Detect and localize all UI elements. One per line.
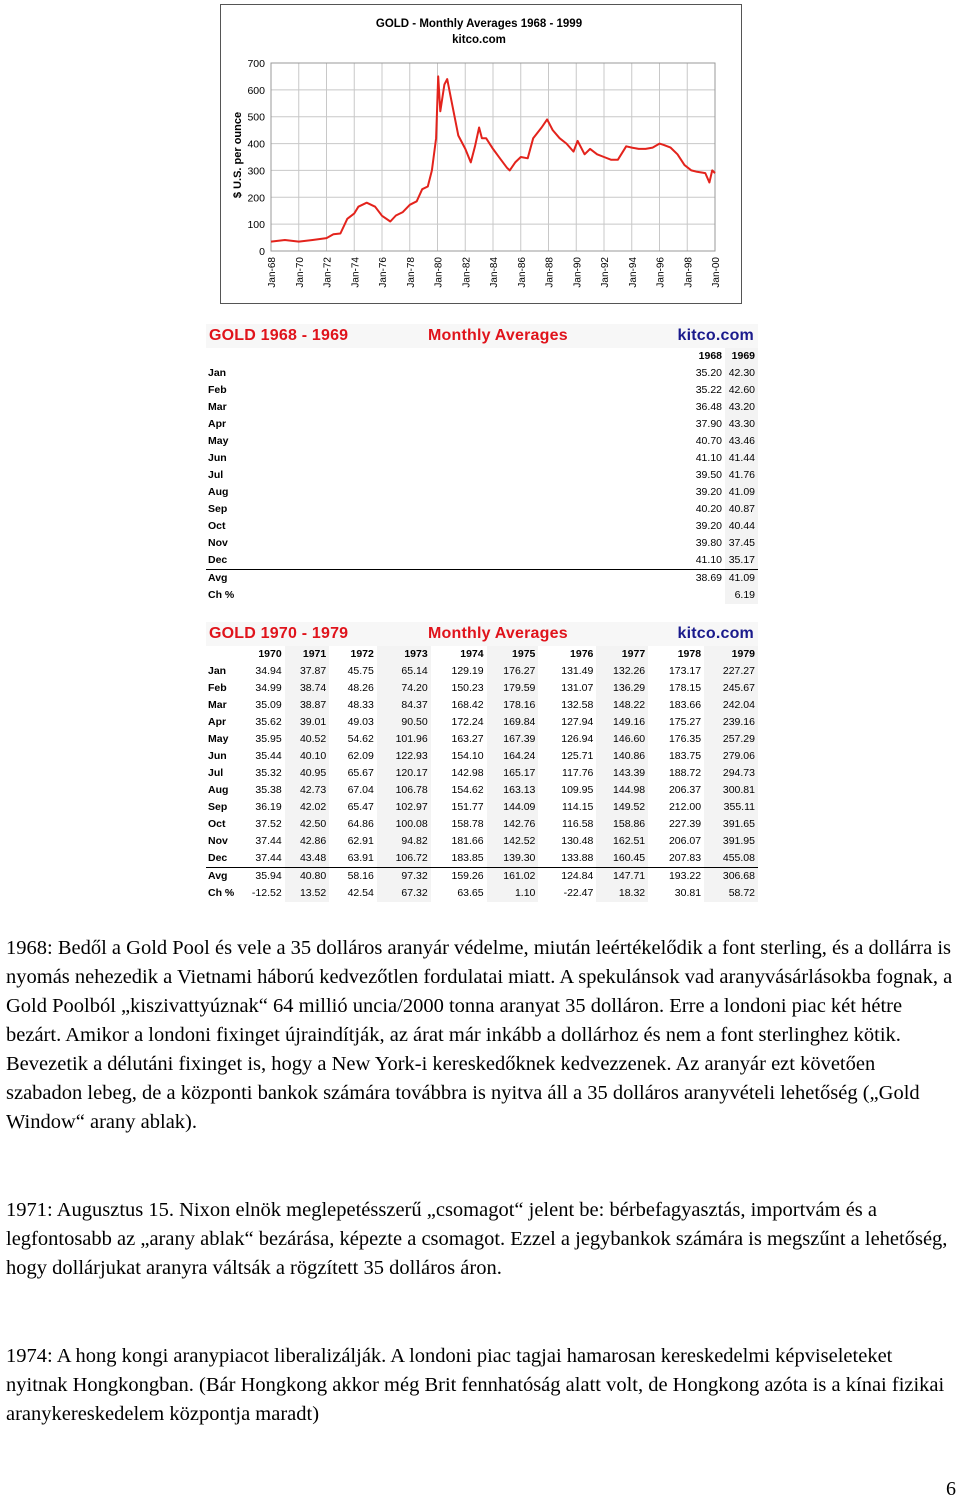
table-row [206, 663, 758, 680]
row-label-cell [206, 646, 249, 663]
table-row [206, 850, 758, 868]
data-table [206, 646, 758, 902]
value-cell: 48.33 [347, 699, 374, 711]
value-cell: 154.10 [451, 750, 484, 762]
value-cell: 176.27 [487, 663, 539, 680]
table-row [206, 680, 758, 697]
y-tick-label: 500 [247, 111, 265, 124]
value-cell: 163.27 [451, 733, 484, 745]
value-cell: -22.47 [563, 887, 594, 899]
table-row [206, 765, 758, 782]
value-cell: 143.39 [596, 765, 648, 782]
value-cell: 183.85 [451, 852, 484, 864]
value-cell: 40.80 [285, 868, 330, 886]
x-tick-label: Jan-76 [378, 257, 389, 288]
data-table [206, 348, 758, 604]
value-cell: 42.50 [285, 816, 330, 833]
value-cell: 206.37 [668, 784, 702, 796]
value-cell: 142.98 [451, 767, 484, 779]
table-row [206, 833, 758, 850]
row-label-cell: Avg [206, 570, 692, 588]
year-header-cell: 1968 [698, 350, 722, 362]
value-cell: 40.52 [285, 731, 330, 748]
gold-price-chart [220, 4, 742, 304]
table-subtitle: Monthly Averages [428, 625, 568, 642]
value-cell: 58.16 [329, 868, 377, 886]
value-cell: 164.24 [487, 748, 539, 765]
table-row [206, 816, 758, 833]
value-cell: 34.99 [255, 682, 282, 694]
value-cell: 49.03 [347, 716, 374, 728]
page-number: 6 [946, 1478, 956, 1500]
value-cell: 242.04 [704, 697, 758, 714]
table-row [206, 382, 758, 399]
row-label-cell: Dec [208, 852, 228, 864]
value-cell: 245.67 [704, 680, 758, 697]
table-row [206, 365, 758, 382]
value-cell: 37.44 [255, 852, 282, 864]
value-cell: 142.76 [487, 816, 539, 833]
value-cell: 163.13 [487, 782, 539, 799]
table-year-row [206, 646, 758, 663]
row-label-cell: Jan [208, 665, 227, 677]
row-label-cell: Nov [208, 537, 228, 549]
value-cell: 120.17 [377, 765, 431, 782]
value-cell: 106.78 [377, 782, 431, 799]
value-cell: 35.94 [249, 868, 284, 886]
value-cell: 227.39 [668, 818, 702, 830]
row-label-cell: Nov [208, 835, 228, 847]
value-cell: 179.59 [487, 680, 539, 697]
value-cell: 147.71 [596, 868, 648, 886]
chart-canvas [221, 5, 741, 303]
x-tick-label: Jan-70 [294, 257, 306, 288]
x-tick-label: Jan-94 [627, 257, 639, 288]
value-cell: 63.91 [347, 852, 374, 864]
table-header-bar [206, 622, 758, 646]
row-label-cell: Oct [208, 520, 226, 532]
value-cell: 35.22 [695, 384, 722, 396]
row-label-cell: Aug [208, 784, 229, 796]
chart-y-axis-label: $ U.S. per ounce [232, 111, 244, 199]
row-label-cell: Ch % [208, 589, 235, 601]
y-tick-label: 0 [259, 246, 265, 258]
value-cell: 40.20 [695, 503, 722, 515]
value-cell: 43.20 [725, 399, 758, 416]
value-cell: 159.26 [431, 868, 487, 886]
value-cell: 178.16 [487, 697, 539, 714]
value-cell: 38.87 [285, 697, 330, 714]
table-row [206, 799, 758, 816]
table-row [206, 731, 758, 748]
value-cell: 63.65 [457, 887, 484, 899]
row-label-cell: Apr [208, 418, 227, 430]
value-cell: 150.23 [451, 682, 484, 694]
row-label-cell: Apr [208, 716, 227, 728]
table-row [206, 518, 758, 535]
value-cell: 42.02 [285, 799, 330, 816]
value-cell: 300.81 [704, 782, 758, 799]
value-cell: 65.67 [347, 767, 374, 779]
year-header-cell: 1973 [377, 646, 431, 663]
year-header-cell: 1972 [350, 648, 374, 660]
table-source: kitco.com [677, 327, 754, 344]
row-label-cell: Ch % [208, 887, 235, 899]
value-cell: 101.96 [377, 731, 431, 748]
value-cell: 40.87 [725, 501, 758, 518]
value-cell: 39.50 [695, 469, 722, 481]
value-cell: 41.09 [725, 570, 758, 588]
value-cell: 176.35 [668, 733, 702, 745]
value-cell: 165.17 [487, 765, 539, 782]
y-tick-label: 600 [247, 84, 265, 97]
value-cell: 97.32 [377, 868, 431, 886]
value-cell: 38.69 [692, 570, 725, 588]
row-label-cell: Sep [208, 503, 228, 515]
value-cell: 172.24 [451, 716, 484, 728]
x-tick-label: Jan-82 [461, 257, 473, 288]
row-label-cell: Mar [208, 699, 227, 711]
value-cell: 109.95 [561, 784, 594, 796]
table-row [206, 885, 758, 902]
value-cell: 6.19 [725, 587, 758, 604]
value-cell: 35.32 [255, 767, 282, 779]
value-cell: 41.76 [725, 467, 758, 484]
value-cell: 239.16 [704, 714, 758, 731]
x-tick-label: Jan-96 [655, 257, 667, 288]
value-cell: 64.86 [347, 818, 374, 830]
value-cell: 125.71 [561, 750, 594, 762]
value-cell: 188.72 [668, 767, 702, 779]
x-tick-label: Jan-74 [350, 257, 362, 288]
value-cell: 42.86 [285, 833, 330, 850]
table-row [206, 868, 758, 886]
table-subtitle: Monthly Averages [428, 327, 568, 344]
value-cell: 84.37 [377, 697, 431, 714]
value-cell: 167.39 [487, 731, 539, 748]
value-cell: 161.02 [487, 868, 539, 886]
value-cell: 36.48 [695, 401, 722, 413]
value-cell: 175.27 [668, 716, 702, 728]
row-label-cell: Avg [206, 868, 249, 886]
value-cell: 35.09 [255, 699, 282, 711]
year-header-cell: 1979 [704, 646, 758, 663]
value-cell: 131.49 [561, 665, 594, 677]
value-cell: 13.52 [285, 885, 330, 902]
value-cell: 39.80 [695, 537, 722, 549]
row-label-cell: Jun [208, 452, 227, 464]
row-label-cell: May [208, 435, 229, 447]
table-row [206, 570, 758, 588]
table-row [206, 467, 758, 484]
value-cell: -12.52 [251, 887, 282, 899]
table-row [206, 587, 758, 604]
value-cell: 173.17 [668, 665, 702, 677]
value-cell: 257.29 [704, 731, 758, 748]
value-cell: 35.38 [255, 784, 282, 796]
x-tick-label: Jan-68 [267, 257, 278, 288]
value-cell: 158.86 [596, 816, 648, 833]
value-cell: 131.07 [561, 682, 594, 694]
value-cell: 132.26 [596, 663, 648, 680]
y-tick-label: 100 [247, 219, 265, 232]
row-label-cell: Oct [208, 818, 226, 830]
value-cell: 58.72 [704, 885, 758, 902]
value-cell: 42.73 [285, 782, 330, 799]
value-cell: 183.66 [668, 699, 702, 711]
value-cell: 1.10 [487, 885, 539, 902]
year-header-cell: 1971 [285, 646, 330, 663]
x-tick-label: Jan-86 [516, 257, 528, 288]
value-cell: 151.77 [451, 801, 484, 813]
y-tick-label: 700 [247, 58, 265, 70]
value-cell: 193.22 [648, 868, 704, 886]
value-cell: 355.11 [704, 799, 758, 816]
value-cell: 38.74 [285, 680, 330, 697]
row-label-cell: Dec [208, 554, 228, 566]
value-cell: 116.58 [562, 818, 594, 830]
value-cell: 41.10 [695, 554, 722, 566]
paragraph-1971: 1971: Augusztus 15. Nixon elnök meglepetésszerű „csomagot“ jelent be: bérbefagyasztás, importvám és a legfontosabb az „arany ablak“ bezárása, képezte a csomagot. Ezzel a jegybankok számára is megszűnt a lehetőség, hogy dollárjukat aranyra váltsák a rögzített 35 dolláros áron. [6, 1199, 948, 1279]
value-cell: 144.09 [487, 799, 539, 816]
value-cell: 45.75 [347, 665, 374, 677]
x-tick-label: Jan-84 [489, 257, 500, 288]
x-tick-label: Jan-80 [433, 257, 445, 288]
table-row [206, 697, 758, 714]
row-label-cell: Jul [208, 469, 224, 481]
table-row [206, 433, 758, 450]
y-tick-label: 300 [247, 165, 265, 178]
value-cell: 18.32 [596, 885, 648, 902]
value-cell: 144.98 [596, 782, 648, 799]
value-cell: 130.48 [561, 835, 594, 847]
table-row [206, 552, 758, 570]
value-cell: 67.32 [377, 885, 431, 902]
gold-table-1968-1969 [206, 324, 758, 607]
value-cell: 279.06 [704, 748, 758, 765]
value-cell: 140.86 [596, 748, 648, 765]
value-cell: 36.19 [255, 801, 282, 813]
chart-subtitle: kitco.com [452, 34, 506, 46]
value-cell: 41.10 [695, 452, 722, 464]
table-row [206, 450, 758, 467]
value-cell: 40.10 [285, 748, 330, 765]
value-cell: 67.04 [347, 784, 374, 796]
value-cell: 37.45 [725, 535, 758, 552]
value-cell: 37.52 [255, 818, 282, 830]
value-cell: 35.17 [725, 552, 758, 570]
value-cell: 35.62 [255, 716, 282, 728]
x-tick-label: Jan-88 [544, 257, 556, 288]
value-cell: 455.08 [704, 850, 758, 868]
y-tick-label: 200 [247, 192, 265, 205]
row-label-cell: Jul [208, 767, 224, 779]
value-cell: 102.97 [377, 799, 431, 816]
value-cell: 148.22 [596, 697, 648, 714]
value-cell [692, 587, 725, 604]
value-cell: 122.93 [377, 748, 431, 765]
value-cell: 41.09 [725, 484, 758, 501]
value-cell: 391.65 [704, 816, 758, 833]
table-source: kitco.com [677, 625, 754, 642]
value-cell: 169.84 [487, 714, 539, 731]
value-cell: 37.87 [285, 663, 330, 680]
value-cell: 48.26 [347, 682, 374, 694]
x-tick-label: Jan-90 [572, 257, 584, 288]
value-cell: 124.84 [538, 868, 596, 886]
value-cell: 129.19 [451, 665, 484, 677]
row-label-cell: Sep [208, 801, 228, 813]
value-cell: 391.95 [704, 833, 758, 850]
value-cell: 126.94 [561, 733, 594, 745]
y-tick-label: 400 [247, 138, 265, 151]
value-cell: 37.90 [695, 418, 722, 430]
value-cell: 42.60 [725, 382, 758, 399]
value-cell: 178.15 [668, 682, 702, 694]
table-year-row [206, 348, 758, 365]
x-tick-label: Jan-72 [322, 257, 334, 288]
table-row [206, 399, 758, 416]
value-cell: 94.82 [377, 833, 431, 850]
value-cell: 158.78 [451, 818, 484, 830]
value-cell: 207.83 [668, 852, 702, 864]
table-row [206, 748, 758, 765]
value-cell: 133.88 [561, 852, 594, 864]
value-cell: 42.54 [347, 887, 374, 899]
value-cell: 183.75 [668, 750, 702, 762]
value-cell: 65.14 [377, 663, 431, 680]
value-cell: 206.07 [668, 835, 702, 847]
x-tick-label: Jan-92 [600, 257, 611, 288]
gold-table-1970-1979 [206, 622, 758, 904]
value-cell: 41.44 [725, 450, 758, 467]
year-header-cell: 1978 [677, 648, 702, 660]
value-cell: 139.30 [487, 850, 539, 868]
x-tick-label: Jan-78 [405, 257, 417, 288]
value-cell: 127.94 [561, 716, 594, 728]
value-cell: 106.72 [377, 850, 431, 868]
value-cell: 54.62 [347, 733, 374, 745]
value-cell: 42.30 [725, 365, 758, 382]
value-cell: 39.01 [285, 714, 330, 731]
row-label-cell: Feb [208, 682, 227, 694]
value-cell: 74.20 [377, 680, 431, 697]
table-header-bar [206, 324, 758, 348]
row-label-cell [206, 348, 692, 365]
value-cell: 65.47 [347, 801, 374, 813]
value-cell: 30.81 [674, 887, 702, 899]
value-cell: 227.27 [704, 663, 758, 680]
value-cell: 43.30 [725, 416, 758, 433]
year-header-cell: 1977 [596, 646, 648, 663]
value-cell: 294.73 [704, 765, 758, 782]
value-cell: 90.50 [377, 714, 431, 731]
value-cell: 40.95 [285, 765, 330, 782]
value-cell: 154.62 [451, 784, 484, 796]
year-header-cell: 1975 [487, 646, 539, 663]
row-label-cell: May [208, 733, 229, 745]
year-header-cell: 1970 [258, 648, 282, 660]
value-cell: 160.45 [596, 850, 648, 868]
row-label-cell: Feb [208, 384, 227, 396]
value-cell: 35.20 [695, 367, 722, 379]
value-cell: 35.44 [255, 750, 282, 762]
x-tick-label: Jan-98 [683, 257, 695, 288]
value-cell: 40.44 [725, 518, 758, 535]
value-cell: 39.20 [695, 486, 722, 498]
table-row [206, 714, 758, 731]
value-cell: 62.91 [347, 835, 374, 847]
chart-title: GOLD - Monthly Averages 1968 - 1999 [375, 18, 583, 30]
value-cell: 100.08 [377, 816, 431, 833]
value-cell: 212.00 [668, 801, 702, 813]
value-cell: 149.16 [596, 714, 648, 731]
value-cell: 149.52 [596, 799, 648, 816]
value-cell: 168.42 [451, 699, 484, 711]
table-title: GOLD 1968 - 1969 [209, 327, 349, 344]
value-cell: 132.58 [561, 699, 594, 711]
paragraph-1968: 1968: Bedől a Gold Pool és vele a 35 dolláros aranyár védelme, miután leértékelődik a font sterling, és a dollárra is nyomás nehezedik a Vietnami háború kedvezőtlen fordulatai miatt. A spekulánsok vad aranyvásárlásokba fognak, a Gold Poolból „kiszivattyúznak“ 64 millió uncia/2000 tonna aranyat 35 dolláron. Erre a londoni piac két hétre bezárt. Amikor a londoni fixinget újraindítják, az árat már inkább a dollárhoz és nem a font sterlinghez kötik. Bevezetik a délutáni fixinget is, hogy a New York-i kereskedőknek kedvezzenek. Az aranyár ezt követően szabadon lebeg, de a központi bankok számára továbbra is nyitva áll a 35 dolláros aranyvételi lehetőség („Gold Window“ arany ablak). [6, 937, 953, 1133]
year-header-cell: 1974 [460, 648, 484, 660]
table-row [206, 416, 758, 433]
table-row [206, 535, 758, 552]
x-tick-label: Jan-00 [711, 257, 722, 288]
paragraph-1974: 1974: A hong kongi aranypiacot liberalizálják. A londoni piac tagjai hamarosan kereskedelmi képviseleteket nyitnak Hongkongban. (Bár Hongkong akkor még Brit fennhatóság alatt volt, de Hongkong azóta is a kínai fizikai aranykereskedelem központja maradt) [6, 1345, 945, 1425]
value-cell: 62.09 [347, 750, 374, 762]
value-cell: 114.15 [562, 801, 594, 813]
value-cell: 40.70 [695, 435, 722, 447]
value-cell: 39.20 [695, 520, 722, 532]
value-cell: 34.94 [255, 665, 282, 677]
table-title: GOLD 1970 - 1979 [209, 625, 349, 642]
value-cell: 181.66 [451, 835, 484, 847]
value-cell: 35.95 [255, 733, 282, 745]
value-cell: 142.52 [487, 833, 539, 850]
year-header-cell: 1976 [570, 648, 594, 660]
row-label-cell: Aug [208, 486, 229, 498]
table-row [206, 484, 758, 501]
table-row [206, 501, 758, 518]
value-cell: 43.46 [725, 433, 758, 450]
table-row [206, 782, 758, 799]
value-cell: 43.48 [285, 850, 330, 868]
row-label-cell: Jun [208, 750, 227, 762]
value-cell: 162.51 [596, 833, 648, 850]
value-cell: 136.29 [596, 680, 648, 697]
value-cell: 37.44 [255, 835, 282, 847]
value-cell: 146.60 [596, 731, 648, 748]
value-cell: 306.68 [704, 868, 758, 886]
value-cell: 117.76 [562, 767, 594, 779]
row-label-cell: Jan [208, 367, 227, 379]
year-header-cell: 1969 [725, 348, 758, 365]
row-label-cell: Mar [208, 401, 227, 413]
